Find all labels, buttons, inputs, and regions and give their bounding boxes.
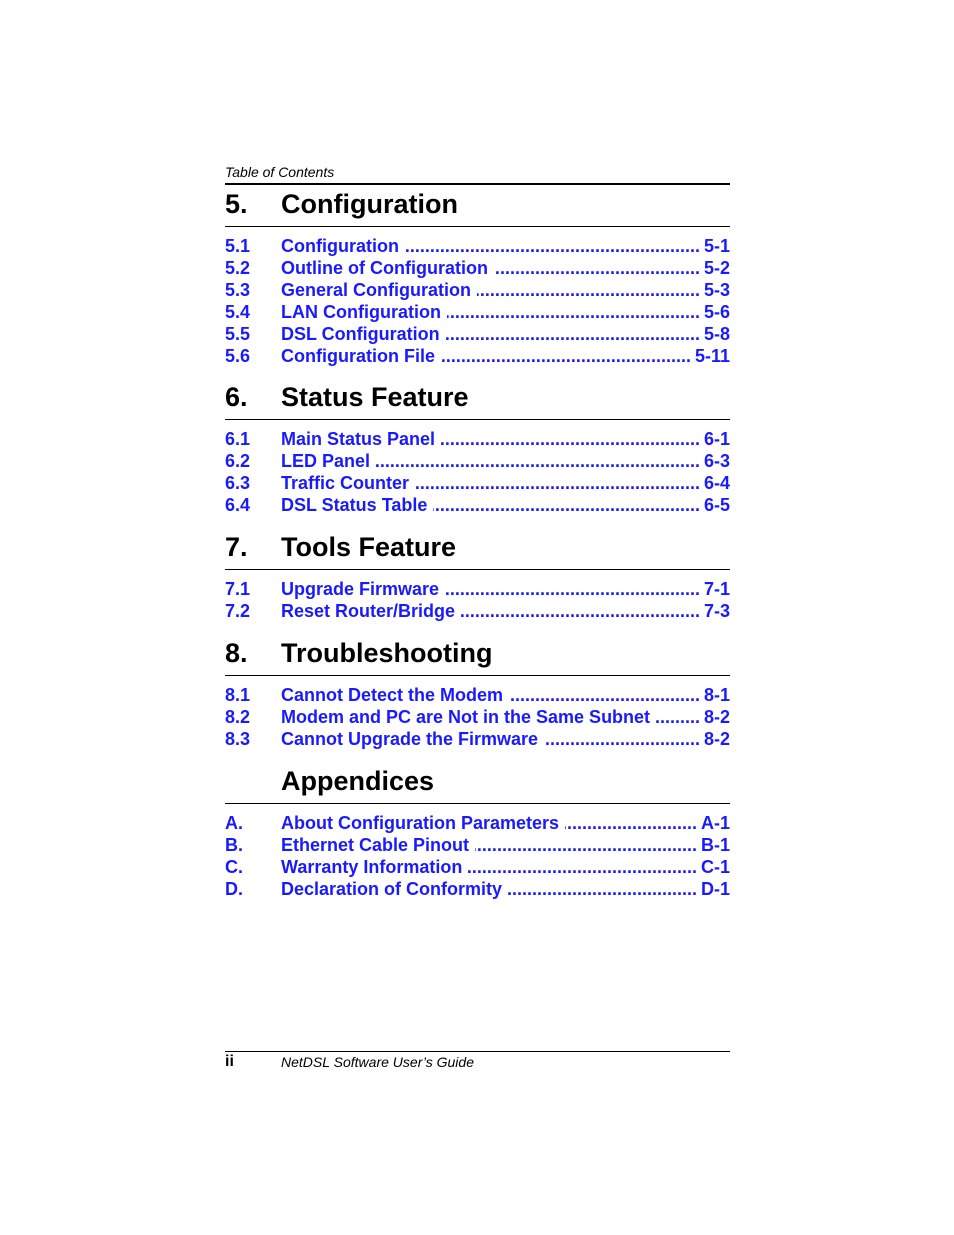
section-title: Configuration [281, 189, 458, 219]
section-heading [225, 635, 730, 671]
entry-title[interactable]: Ethernet Cable Pinout [281, 835, 470, 855]
entry-title[interactable]: Configuration [281, 236, 399, 256]
toc-entries [225, 812, 730, 900]
toc-entry[interactable] [225, 301, 730, 323]
section-heading [225, 379, 730, 415]
section-tools-feature [225, 529, 730, 622]
entry-page[interactable]: C-1 [700, 857, 730, 877]
header-rule [225, 183, 730, 185]
toc-entry[interactable] [225, 600, 730, 622]
entry-title[interactable]: Configuration File [281, 346, 435, 366]
section-heading [225, 763, 730, 799]
toc-entry[interactable] [225, 279, 730, 301]
dot-leader [565, 812, 697, 834]
section-title: Troubleshooting [281, 638, 493, 668]
toc-entry[interactable] [225, 728, 730, 750]
dot-leader [447, 301, 700, 323]
toc-entry[interactable] [225, 235, 730, 257]
entry-title[interactable]: DSL Status Table [281, 495, 428, 515]
toc-entries [225, 578, 730, 622]
entry-page[interactable]: 6-4 [703, 473, 730, 493]
toc-entry[interactable] [225, 834, 730, 856]
dot-leader [376, 450, 700, 472]
toc-entry[interactable] [225, 450, 730, 472]
entry-title[interactable]: General Configuration [281, 280, 472, 300]
entry-title[interactable]: LAN Configuration [281, 302, 441, 322]
section-number: 8. [225, 638, 248, 668]
dot-leader [405, 235, 700, 257]
dot-leader [441, 345, 691, 367]
entry-title[interactable]: Reset Router/Bridge [281, 601, 456, 621]
entry-number: B. [225, 835, 243, 855]
toc-entry[interactable] [225, 856, 730, 878]
entry-page[interactable]: 6-1 [703, 429, 730, 449]
entry-page[interactable]: 5-1 [703, 236, 730, 256]
entry-page[interactable]: 5-2 [703, 258, 730, 278]
entry-page[interactable]: 5-6 [703, 302, 730, 322]
section-appendices [225, 763, 730, 900]
entry-number: 6.4 [225, 495, 251, 515]
entry-number: 6.3 [225, 473, 251, 493]
section-title: Appendices [281, 766, 435, 796]
dot-leader [494, 257, 700, 279]
section-heading [225, 186, 730, 222]
dot-leader [468, 856, 697, 878]
entry-title[interactable]: Declaration of Conformity [281, 879, 503, 899]
entry-page[interactable]: 6-3 [703, 451, 730, 471]
dot-leader [415, 472, 700, 494]
entry-number: 7.2 [225, 601, 251, 621]
entry-number: 5.5 [225, 324, 251, 344]
section-status-feature [225, 379, 730, 516]
section-number: 5. [225, 189, 248, 219]
entry-title[interactable]: DSL Configuration [281, 324, 440, 344]
dot-leader [508, 878, 697, 900]
dot-leader [477, 279, 700, 301]
entry-page[interactable]: B-1 [700, 835, 730, 855]
entry-title[interactable]: Main Status Panel [281, 429, 436, 449]
toc-entry[interactable] [225, 812, 730, 834]
toc-entry[interactable] [225, 428, 730, 450]
entry-number: D. [225, 879, 243, 899]
toc-entry[interactable] [225, 323, 730, 345]
toc-entries [225, 684, 730, 750]
dot-leader [475, 834, 697, 856]
toc-entry[interactable] [225, 684, 730, 706]
section-rule [225, 419, 730, 420]
entry-title[interactable]: Upgrade Firmware [281, 579, 440, 599]
entry-page[interactable]: A-1 [700, 813, 730, 833]
section-configuration [225, 186, 730, 367]
section-title: Status Feature [281, 382, 469, 412]
entry-number: C. [225, 857, 243, 877]
footer-page-number: ii [225, 1053, 234, 1070]
section-rule [225, 226, 730, 227]
dot-leader [509, 684, 700, 706]
dot-leader [544, 728, 700, 750]
entry-number: 8.2 [225, 707, 251, 727]
entry-number: 6.2 [225, 451, 251, 471]
entry-title[interactable]: About Configuration Parameters [281, 813, 560, 833]
dot-leader [433, 494, 700, 516]
entry-page[interactable]: 5-8 [703, 324, 730, 344]
section-troubleshooting [225, 635, 730, 750]
toc-entries [225, 235, 730, 367]
entry-page[interactable]: 8-2 [703, 707, 730, 727]
toc-entry[interactable] [225, 345, 730, 367]
toc-entry[interactable] [225, 706, 730, 728]
entry-page[interactable]: 7-3 [703, 601, 730, 621]
entry-page[interactable]: D-1 [700, 879, 730, 899]
toc-page [225, 0, 730, 1235]
section-rule [225, 675, 730, 676]
entry-title[interactable]: LED Panel [281, 451, 371, 471]
footer-doc-title: NetDSL Software User’s Guide [281, 1054, 474, 1070]
entry-title[interactable]: Cannot Upgrade the Firmware [281, 729, 539, 749]
entry-number: A. [225, 813, 243, 833]
toc-entry[interactable] [225, 472, 730, 494]
toc-entry[interactable] [225, 257, 730, 279]
entry-number: 5.6 [225, 346, 251, 366]
entry-title[interactable]: Outline of Configuration [281, 258, 488, 278]
section-title: Tools Feature [281, 532, 457, 562]
entry-page[interactable]: 5-11 [694, 346, 730, 366]
toc-entries [225, 428, 730, 516]
running-header: Table of Contents [225, 164, 335, 180]
entry-number: 5.2 [225, 258, 251, 278]
entry-title[interactable]: Modem and PC are Not in the Same Subnet [281, 707, 651, 727]
dot-leader [656, 706, 700, 728]
toc-entry[interactable] [225, 494, 730, 516]
section-number: 6. [225, 382, 248, 412]
dot-leader [446, 323, 700, 345]
toc-entry[interactable] [225, 878, 730, 900]
entry-number: 5.4 [225, 302, 251, 322]
footer-rule [225, 1051, 730, 1052]
entry-number: 8.3 [225, 729, 251, 749]
dot-leader [445, 578, 700, 600]
toc-entry[interactable] [225, 578, 730, 600]
entry-title[interactable]: Cannot Detect the Modem [281, 685, 504, 705]
section-rule [225, 569, 730, 570]
dot-leader [441, 428, 700, 450]
entry-page[interactable]: 5-3 [703, 280, 730, 300]
entry-page[interactable]: 6-5 [703, 495, 730, 515]
section-rule [225, 803, 730, 804]
entry-number: 5.1 [225, 236, 251, 256]
entry-page[interactable]: 8-2 [703, 729, 730, 749]
entry-title[interactable]: Warranty Information [281, 857, 463, 877]
entry-page[interactable]: 8-1 [703, 685, 730, 705]
entry-number: 5.3 [225, 280, 251, 300]
dot-leader [461, 600, 700, 622]
entry-number: 7.1 [225, 579, 251, 599]
entry-number: 6.1 [225, 429, 251, 449]
section-heading [225, 529, 730, 565]
section-number: 7. [225, 532, 248, 562]
entry-page[interactable]: 7-1 [703, 579, 730, 599]
entry-number: 8.1 [225, 685, 251, 705]
entry-title[interactable]: Traffic Counter [281, 473, 410, 493]
